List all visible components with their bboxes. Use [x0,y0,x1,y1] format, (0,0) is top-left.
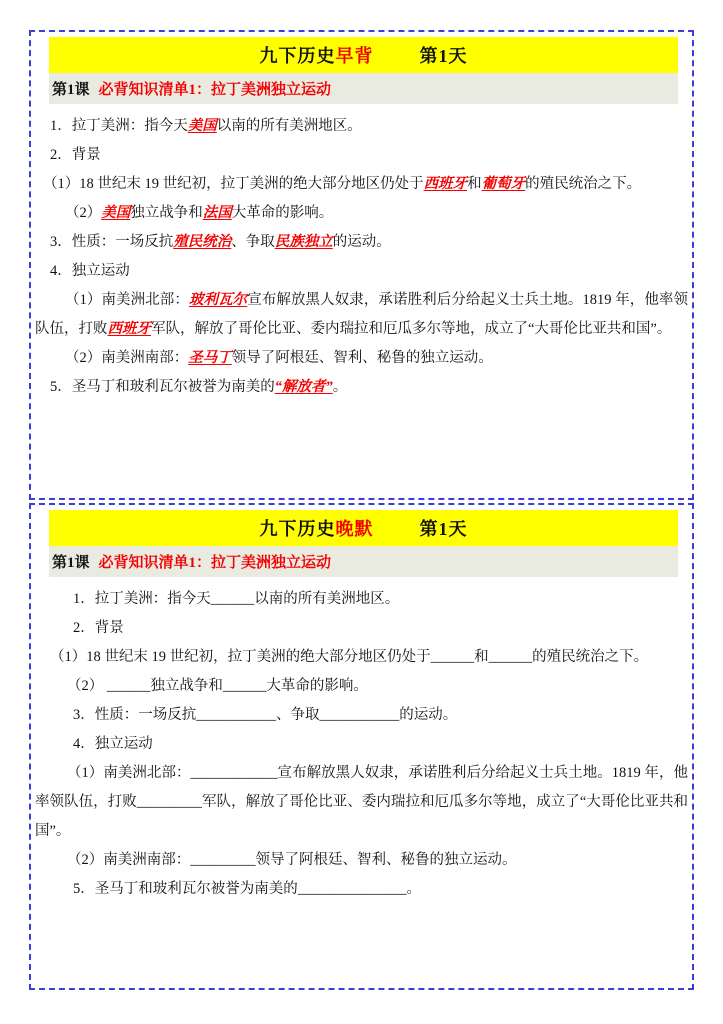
text-run: （2）南美洲南部： [65,350,189,366]
key-term: 美国 [187,118,217,134]
text-run: 的运动。 [332,234,391,250]
key-term: 玻利瓦尔 [188,292,248,308]
key-term: 民族独立 [274,234,333,250]
title-day: 第1天 [419,46,468,66]
text-run: （2） [65,205,102,221]
key-term: 法国 [202,205,232,221]
list-item [35,759,688,846]
list-item [35,614,688,643]
text-run: 2．背景 [50,147,101,163]
key-term: “解放者” [274,379,333,395]
list-item [35,701,688,730]
text-run: 3．性质：一场反抗 [50,234,174,250]
key-term: 西班牙 [423,176,468,192]
list-item [35,846,688,875]
text-run: 。 [332,379,348,395]
list-item [35,141,688,170]
card-body [35,104,688,402]
list-item [35,585,688,614]
title-highlight: 早背 [335,46,374,66]
key-term: 葡萄牙 [481,176,526,192]
text-run: 5．圣马丁和玻利瓦尔被誉为南美的 [50,379,275,395]
text-run: 领导了阿根廷、智利、秘鲁的独立运动。 [231,350,493,366]
text-run: 4．独立运动 [73,736,153,752]
text-run: 的殖民统治之下。 [525,176,642,192]
lesson-bar [49,546,678,577]
text-run: 以南的所有美洲地区。 [216,118,362,134]
key-term: 圣马丁 [188,350,232,366]
text-run: 3．性质：一场反抗___________、争取___________的运动。 [73,707,458,723]
card-title-bar [49,37,678,73]
key-term: 美国 [101,205,131,221]
title-prefix: 九下历史 [259,519,336,539]
list-item [35,170,688,199]
text-run: 5．圣马丁和玻利瓦尔被誉为南美的_______________。 [73,881,421,897]
card-body [35,577,688,904]
list-item [35,344,688,373]
lesson-title: 必背知识清单1：拉丁美洲独立运动 [98,82,332,98]
list-item [35,257,688,286]
text-run: 军队，解放了哥伦比亚、委内瑞拉和厄瓜多尔等地，成立了“大哥伦比亚共和国”。 [151,321,672,337]
text-run: （2）南美洲南部：_________领导了阿根廷、智利、秘鲁的独立运动。 [67,852,517,868]
text-run: （1）南美洲北部：____________宣布解放黑人奴隶，承诺胜利后分给起义士兵土地。1819 年，他率领队伍，打败_________军队，解放了哥伦比亚、委内瑞拉和厄瓜多尔等地，成立了“大哥伦比亚共和国”。 [35,765,688,839]
text-run: 和 [467,176,482,192]
text-run: 4．独立运动 [50,263,130,279]
text-run: （1）南美洲北部： [65,292,189,308]
title-prefix: 九下历史 [259,46,336,66]
text-run: （1）18 世纪末 19 世纪初，拉丁美洲的绝大部分地区仍处于 [43,176,424,192]
lesson-label: 第1课 [52,82,90,98]
text-run: 1．拉丁美洲：指今天 [50,118,188,134]
lesson-bar [49,73,678,104]
list-item [35,199,688,228]
list-item [35,112,688,141]
text-run: 、争取 [231,234,275,250]
key-term: 殖民统治 [173,234,232,250]
list-item [35,228,688,257]
text-run: 1．拉丁美洲：指今天______以南的所有美洲地区。 [73,591,400,607]
title-day: 第1天 [419,519,468,539]
card-title-bar [49,510,678,546]
text-run: 2．背景 [73,620,124,636]
text-run: 宣布解放黑人奴隶，承诺胜利后分给起义士兵土地。1819 年，他率领队伍，打败 [35,292,689,337]
list-item [35,730,688,759]
title-highlight: 晚默 [335,519,374,539]
list-item [35,672,688,701]
text-run: （2） ______独立战争和______大革命的影响。 [67,678,368,694]
lesson-title: 必背知识清单1：拉丁美洲独立运动 [98,555,332,571]
list-item [35,373,688,402]
text-run: 独立战争和 [130,205,203,221]
lesson-label: 第1课 [52,555,90,571]
key-term: 西班牙 [107,321,151,337]
list-item [35,875,688,904]
card-evening-dictation [29,503,694,990]
list-item [35,286,688,344]
list-item [35,643,688,672]
text-run: 大革命的影响。 [231,205,334,221]
text-run: （1）18 世纪末 19 世纪初，拉丁美洲的绝大部分地区仍处于______和______的殖民统治之下。 [50,649,649,665]
card-morning-recite [29,30,694,500]
